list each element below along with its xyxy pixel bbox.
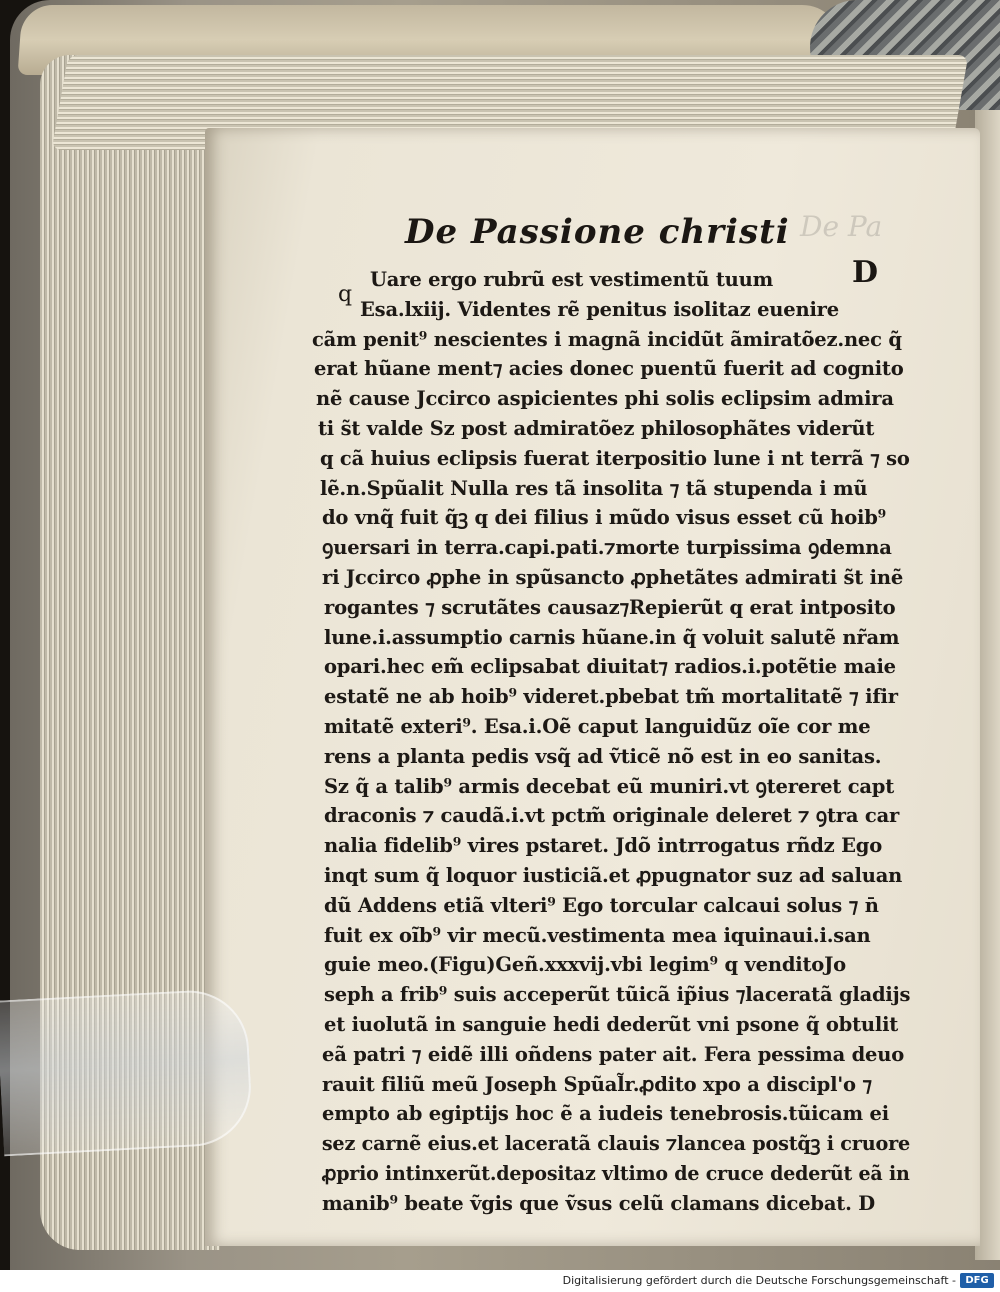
- text-line: cãm penit⁹ nescientes i magnã incidũt ãmiratõez.nec q̃: [312, 327, 902, 351]
- running-head: De Passione christi: [405, 212, 790, 252]
- guide-letter: q: [338, 282, 353, 307]
- text-line: lune.i.assumptio carnis hũane.in q̃ voluit salutẽ nr̃am: [324, 625, 900, 649]
- text-line: ri Jccirco ꝓphe in spũsancto ꝓphetãtes admirati s̃t inẽ: [322, 565, 904, 589]
- text-line: ꝓprio intinxerũt.depositaz vltimo de cruce dederũt eã in: [321, 1161, 910, 1185]
- text-line: rauit filiũ meũ Joseph Spũal̃r.ꝓdito xpo a discipl'o ⁊: [322, 1072, 872, 1096]
- text-line: eã patri ⁊ eidẽ illi oñdens pater ait. Fera pessima deuo: [322, 1042, 905, 1066]
- plastic-page-holder: [0, 988, 254, 1157]
- text-line: erat hũane ment⁊ acies donec puentũ fuerit ad cognito: [314, 357, 904, 381]
- text-line: nẽ cause Jccirco aspicientes phi solis eclipsim admira: [316, 387, 894, 411]
- text-line: Sz q̃ a talib⁹ armis decebat eũ muniri.vt ꝯtereret capt: [324, 774, 895, 798]
- digitization-footer: [0, 1270, 1000, 1292]
- text-line: mitatẽ exteri⁹. Esa.i.Oẽ caput languidũz oĩe cor me: [324, 714, 871, 738]
- text-line: rogantes ⁊ scrutãtes causaz⁊Repierũt q erat intposito: [324, 595, 896, 619]
- text-line: draconis ⁊ caudã.i.vt pctm̃ originale deleret ⁊ ꝯtra car: [324, 804, 900, 828]
- text-line: estatẽ ne ab hoib⁹ videret.pbebat tm̃ mortalitatẽ ⁊ ifir: [324, 685, 898, 709]
- text-line: do vnq̃ fuit q̃ꝫ q dei filius i mũdo visus esset cũ hoib⁹: [322, 506, 887, 530]
- dfg-logo-icon: DFG: [960, 1273, 994, 1288]
- text-line: opari.hec em̃ eclipsabat diuitat⁊ radios.i.potẽtie maie: [324, 655, 896, 679]
- text-line: manib⁹ beate ṽgis que ṽsus celũ clamans dicebat. D: [322, 1191, 875, 1215]
- text-line: empto ab egiptijs hoc ẽ a iudeis tenebrosis.tũicam ei: [322, 1102, 889, 1126]
- text-line: ꝯuersari in terra.capi.pati.⁊morte turpissima ꝯdemna: [322, 536, 892, 560]
- text-line: seph a frib⁹ suis acceperũt tũicã ip̃ius ⁊laceratã gladijs: [323, 983, 911, 1007]
- text-line: q cã huius eclipsis fuerat iterpositio lune i nt terrã ⁊ so: [319, 446, 910, 470]
- text-line: et iuolutã in sanguie hedi dederũt vni psone q̃ obtulit: [324, 1012, 899, 1036]
- signature-mark: D: [852, 255, 879, 290]
- text-line: sez carnẽ eius.et laceratã clauis ⁊lancea postq̃ꝫ i cruore: [321, 1132, 911, 1156]
- page-text-block: [310, 265, 910, 1219]
- text-line: inqt sum q̃ loquor iusticiã.et ꝓpugnator suz ad saluan: [324, 863, 903, 887]
- text-line: nalia fidelib⁹ vires pstaret. Jdõ intrrogatus rñdz Ego: [324, 834, 883, 858]
- text-line: Uare ergo rubrũ est vestimentũ tuum: [370, 268, 774, 291]
- text-line: Esa.lxiij. Videntes rẽ penitus isolitaz euenire: [360, 297, 839, 321]
- text-line: lẽ.n.Spũalit Nulla res tã insolita ⁊ tã stupenda i mũ: [320, 476, 868, 500]
- text-line: ti s̃t valde Sz post admiratõez philosophãtes viderũt: [318, 416, 875, 440]
- text-line: dũ Addens etiã vlteri⁹ Ego torcular calcaui solus ⁊ n̄: [324, 893, 879, 917]
- bleed-through-text: De Pa: [800, 210, 883, 243]
- text-line: rens a planta pedis vsq̃ ad ṽticẽ nõ est in eo sanitas.: [324, 744, 882, 768]
- funding-credit: Digitalisierung gefördert durch die Deutsche Forschungsgemeinschaft -: [562, 1274, 956, 1287]
- text-line: fuit ex oĩb⁹ vir mecũ.vestimenta mea iquinaui.i.san: [324, 923, 871, 947]
- text-line: guie meo.(Figu)Geñ.xxxvij.vbi legim⁹ q venditoJo: [324, 953, 846, 977]
